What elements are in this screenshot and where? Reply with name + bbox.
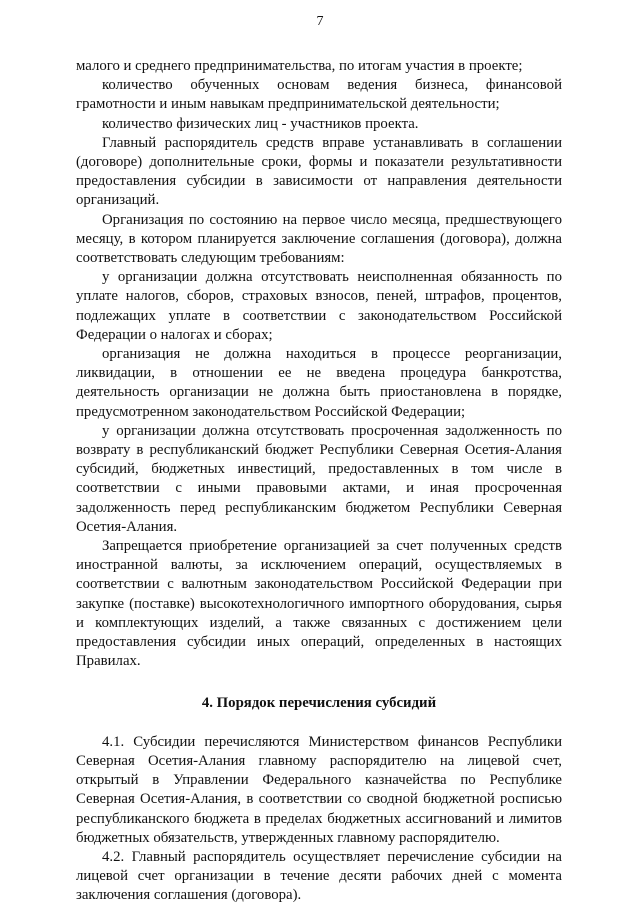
paragraph: организация не должна находиться в процессе реорганизации, ликвидации, в отношении ее не введена процедура банкротства, деятельность организации не должна быть приостановлена в порядке, предусмотренном законодательством Российской Федерации; — [76, 346, 562, 420]
paragraph: 4.2. Главный распорядитель осуществляет перечисление субсидии на лицевой счет организации в течение десяти рабочих дней с момента заключения соглашения (договора). — [76, 848, 562, 904]
paragraph: у организации должна отсутствовать просроченная задолженность по возврату в республиканский бюджет Республики Северная Осетия-Алания субсидий, бюджетных инвестиций, предоставленных в том числе в соответствии с иными правовыми актами, и иная просроченная задолженность перед республиканским бюджетом Республики Северная Осетия-Алания. — [76, 422, 562, 535]
paragraph: количество физических лиц - участников проекта. — [102, 115, 419, 132]
paragraph: у организации должна отсутствовать неисполненная обязанность по уплате налогов, сборов, страховых взносов, пеней, штрафов, процентов, подлежащих уплате в соответствии с законодательством Российской Федерации о налогах и сборах; — [76, 269, 562, 343]
paragraphs-before-section — [76, 57, 562, 672]
paragraphs-after-section — [76, 733, 562, 906]
paragraph: Главный распорядитель средств вправе устанавливать в соглашении (договоре) дополнительные сроки, формы и показатели результативности предоставления субсидии в зависимости от направления деятельности организаций. — [76, 134, 562, 209]
paragraph: малого и среднего предпринимательства, по итогам участия в проекте; — [76, 58, 523, 74]
paragraph: количество обученных основам ведения бизнеса, финансовой грамотности и иным навыкам предпринимательской деятельности; — [76, 77, 562, 113]
paragraph: Организация по состоянию на первое число месяца, предшествующего месяцу, в котором планируется заключение соглашения (договора), должна соответствовать следующим требованиям: — [76, 211, 562, 267]
paragraph: 4.1. Субсидии перечисляются Министерством финансов Республики Северная Осетия-Алания главному распорядителю на лицевой счет, открытый в Управлении Федерального казначейства по Республике Северная Осетия-Алания, в соответствии со сводной бюджетной росписью республиканского бюджета в пределах бюджетных ассигнований и лимитов бюджетных обязательств, утвержденных главному распорядителю. — [76, 733, 562, 846]
paragraph: Запрещается приобретение организацией за счет полученных средств иностранной валюты, за исключением операций, осуществляемых в соответствии с валютным законодательством Российской Федерации при закупке (поставке) высокотехнологичного импортного оборудования, сырья и комплектующих изделий, а также связанных с достижением цели предоставления субсидии иных операций, определенных в настоящих Правилах. — [76, 538, 562, 670]
section-heading: 4. Порядок перечисления субсидий — [201, 694, 437, 711]
document-body — [76, 57, 562, 906]
page-number: 7 — [316, 14, 324, 29]
